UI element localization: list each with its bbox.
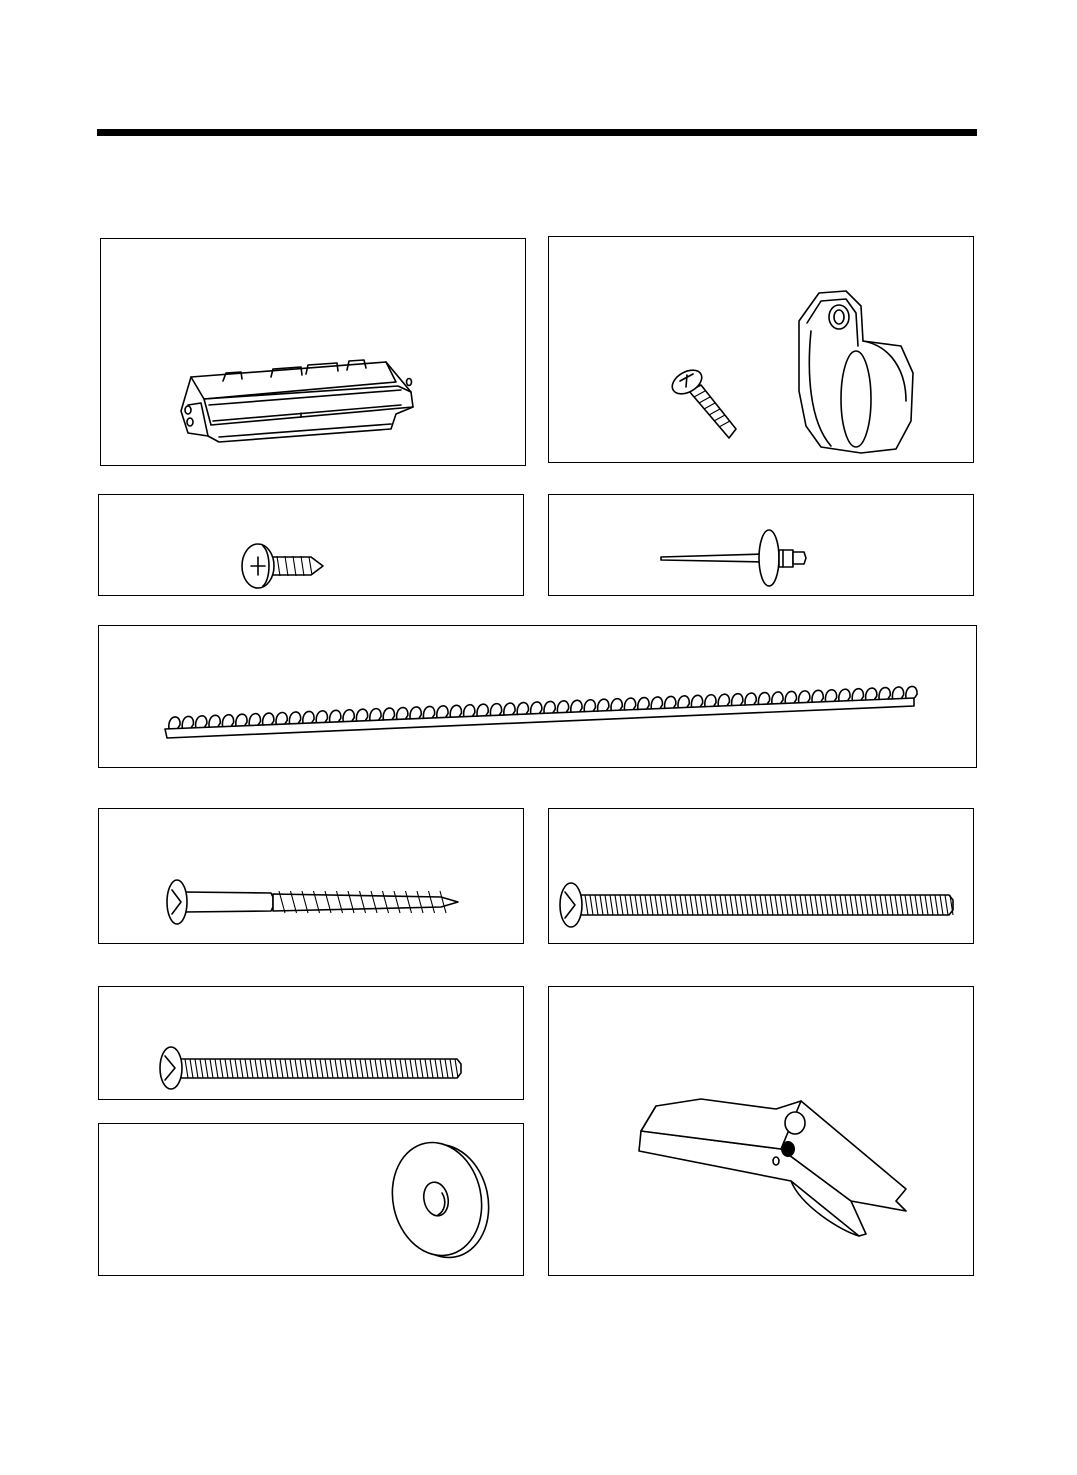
washer-icon [99, 1124, 525, 1277]
part-panel-washer [98, 1123, 524, 1276]
cable-channel-icon [101, 239, 527, 467]
header-rule [97, 129, 977, 136]
part-panel-blind-rivet [548, 494, 974, 596]
long-bolt-icon [549, 809, 975, 945]
bolt-icon [99, 987, 525, 1101]
part-panel-wood-screw [98, 808, 524, 944]
part-panel-machine-bolt [98, 986, 524, 1100]
part-panel-wire-clip-cover [100, 238, 526, 466]
rivet-icon [549, 495, 975, 597]
toggle-bolt-icon [549, 987, 975, 1277]
part-panel-toggle-anchor [548, 986, 974, 1276]
part-panel-screw-and-clamp [548, 236, 974, 463]
screw-and-clamp-icon [549, 237, 975, 464]
part-panel-clip-strip [98, 625, 977, 768]
tapping-screw-icon [99, 495, 525, 597]
clip-strip-icon [99, 626, 978, 769]
part-panel-sheet-metal-screw [98, 494, 524, 596]
wood-screw-icon [99, 809, 525, 945]
part-panel-long-bolt [548, 808, 974, 944]
